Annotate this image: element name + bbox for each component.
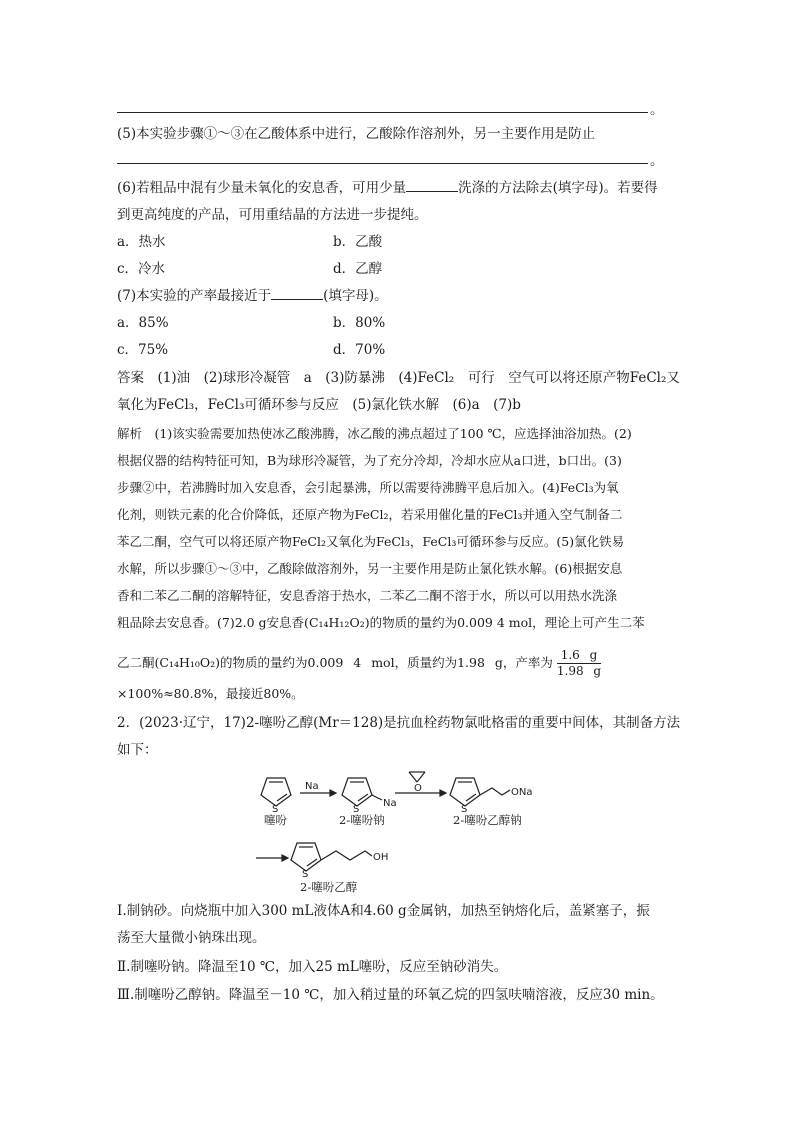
arrow-head: [330, 790, 336, 796]
option-d: d．乙醇: [333, 261, 383, 277]
analysis-line: ×100%≈80.8%，最接近80%。: [117, 686, 304, 701]
q7-part1: (7)本实验的产率最接近于: [117, 288, 272, 304]
step-1-line1: Ⅰ.制钠砂。向烧瓶中加入300 mL液体A和4.60 g金属钠，加热至钠熔化后，盖紧塞子，振: [117, 903, 650, 919]
period-mark: 。: [650, 102, 664, 118]
compound-label: 噻吩: [264, 813, 287, 827]
thiophene-ethanol-sodium-structure: [450, 778, 510, 806]
analysis-line: 苯乙二酮，空气可以将还原产物FeCl₂又氧化为FeCl₃，FeCl₃可循环参与反应。(5)氯化铁易: [117, 534, 625, 549]
atom-label-s: S: [272, 804, 279, 815]
q2-intro-line2: 如下：: [117, 742, 158, 758]
analysis-line: 步骤②中，若沸腾时加入安息香，会引起暴沸，所以需要待沸腾平息后加入。(4)FeCl₃为氧: [117, 480, 619, 495]
group-label-oh: OH: [373, 852, 389, 863]
fraction-denominator: 1.98 g: [556, 664, 602, 678]
option-b: b．乙酸: [333, 234, 383, 250]
thiophene-sodium-structure: [342, 778, 382, 806]
group-label-ona: ONa: [511, 787, 533, 798]
analysis-line9-text: 乙二酮(C₁₄H₁₀O₂)的物质的量约为0.009 4 mol，质量约为1.98 g，产率为: [117, 655, 553, 670]
option-b: b．80%: [333, 315, 386, 331]
compound-label: 2-噻吩钠: [339, 813, 385, 827]
option-c: c．75%: [117, 342, 169, 358]
analysis-line: 水解，所以步骤①～③中，乙酸除做溶剂外，另一主要作用是防止氯化铁水解。(6)根据安息: [117, 561, 623, 576]
q2-intro-line1: 2．(2023·辽宁，17)2-噻吩乙醇(Mr＝128)是抗血栓药物氯吡格雷的重要中间体，其制备方法: [117, 715, 681, 731]
thiophene-ethanol-structure: [291, 843, 372, 871]
fraction-numerator: 1.6 g: [557, 648, 601, 664]
analysis-line: 粗品除去安息香。(7)2.0 g安息香(C₁₄H₁₂O₂)的物质的量约为0.009 4 mol，理论上可产生二苯: [117, 615, 645, 630]
analysis-line: 根据仪器的结构特征可知，B为球形冷凝管，为了充分冷却，冷却水应从a口进，b口出。(3): [117, 453, 622, 468]
q6-part2: 洗涤的方法除去(填字母)。若要得: [458, 180, 658, 196]
arrow-head: [282, 855, 288, 861]
atom-label-na: Na: [383, 798, 397, 809]
step-2: Ⅱ.制噻吩钠。降温至10 ℃，加入25 mL噻吩，反应至钠砂消失。: [117, 959, 508, 975]
option-d: d．70%: [333, 342, 386, 358]
answer-line1: 答案 (1)油 (2)球形冷凝管 a (3)防暴沸 (4)FeCl₂ 可行 空气可以将还原产物FeCl₂又: [117, 370, 680, 386]
analysis-line: 解析 (1)该实验需要加热使冰乙酸沸腾，冰乙酸的沸点超过了100 ℃，应选择油浴加热。(2): [117, 426, 632, 441]
option-c: c．冷水: [117, 261, 166, 277]
q6-line2: 到更高纯度的产品，可用重结晶的方法进一步提纯。: [117, 207, 428, 223]
answer-line2: 氧化为FeCl₃，FeCl₃可循环参与反应 (5)氯化铁水解 (6)a (7)b: [117, 397, 521, 413]
arrow-head: [440, 790, 446, 796]
atom-label-s: S: [353, 804, 360, 815]
reagent-na: Na: [305, 781, 319, 792]
atom-label-s: S: [302, 869, 309, 880]
step-3: Ⅲ.制噻吩乙醇钠。降温至－10 ℃，加入稍过量的环氧乙烷的四氢呋喃溶液，反应30 min。: [117, 987, 664, 1003]
option-a: a．热水: [117, 234, 166, 250]
thiophene-ring-icon: [261, 778, 291, 806]
q5-text: (5)本实验步骤①～③在乙酸体系中进行，乙酸除作溶剂外，另一主要作用是防止: [117, 126, 596, 142]
compound-label: 2-噻吩乙醇: [300, 880, 358, 894]
atom-label-s: S: [461, 804, 468, 815]
period-mark: 。: [650, 153, 664, 169]
analysis-line: 化剂，则铁元素的化合价降低，还原产物为FeCl₂，若采用催化量的FeCl₃并通入空气制备二: [117, 507, 623, 522]
epoxide-icon: [409, 772, 425, 782]
q6-part1: (6)若粗品中混有少量未氧化的安息香，可用少量: [117, 180, 407, 196]
step-1-line2: 荡至大量微小钠珠出现。: [117, 930, 266, 946]
compound-label: 2-噻吩乙醇钠: [453, 813, 522, 827]
option-a: a．85%: [117, 315, 169, 331]
reagent-epoxide-o: O: [414, 783, 422, 794]
analysis-line: 香和二苯乙二酮的溶解特征，安息香溶于热水，二苯乙二酮不溶于水，所以可以用热水洗涤: [117, 588, 618, 603]
q7-part2: (填字母)。: [323, 288, 388, 304]
